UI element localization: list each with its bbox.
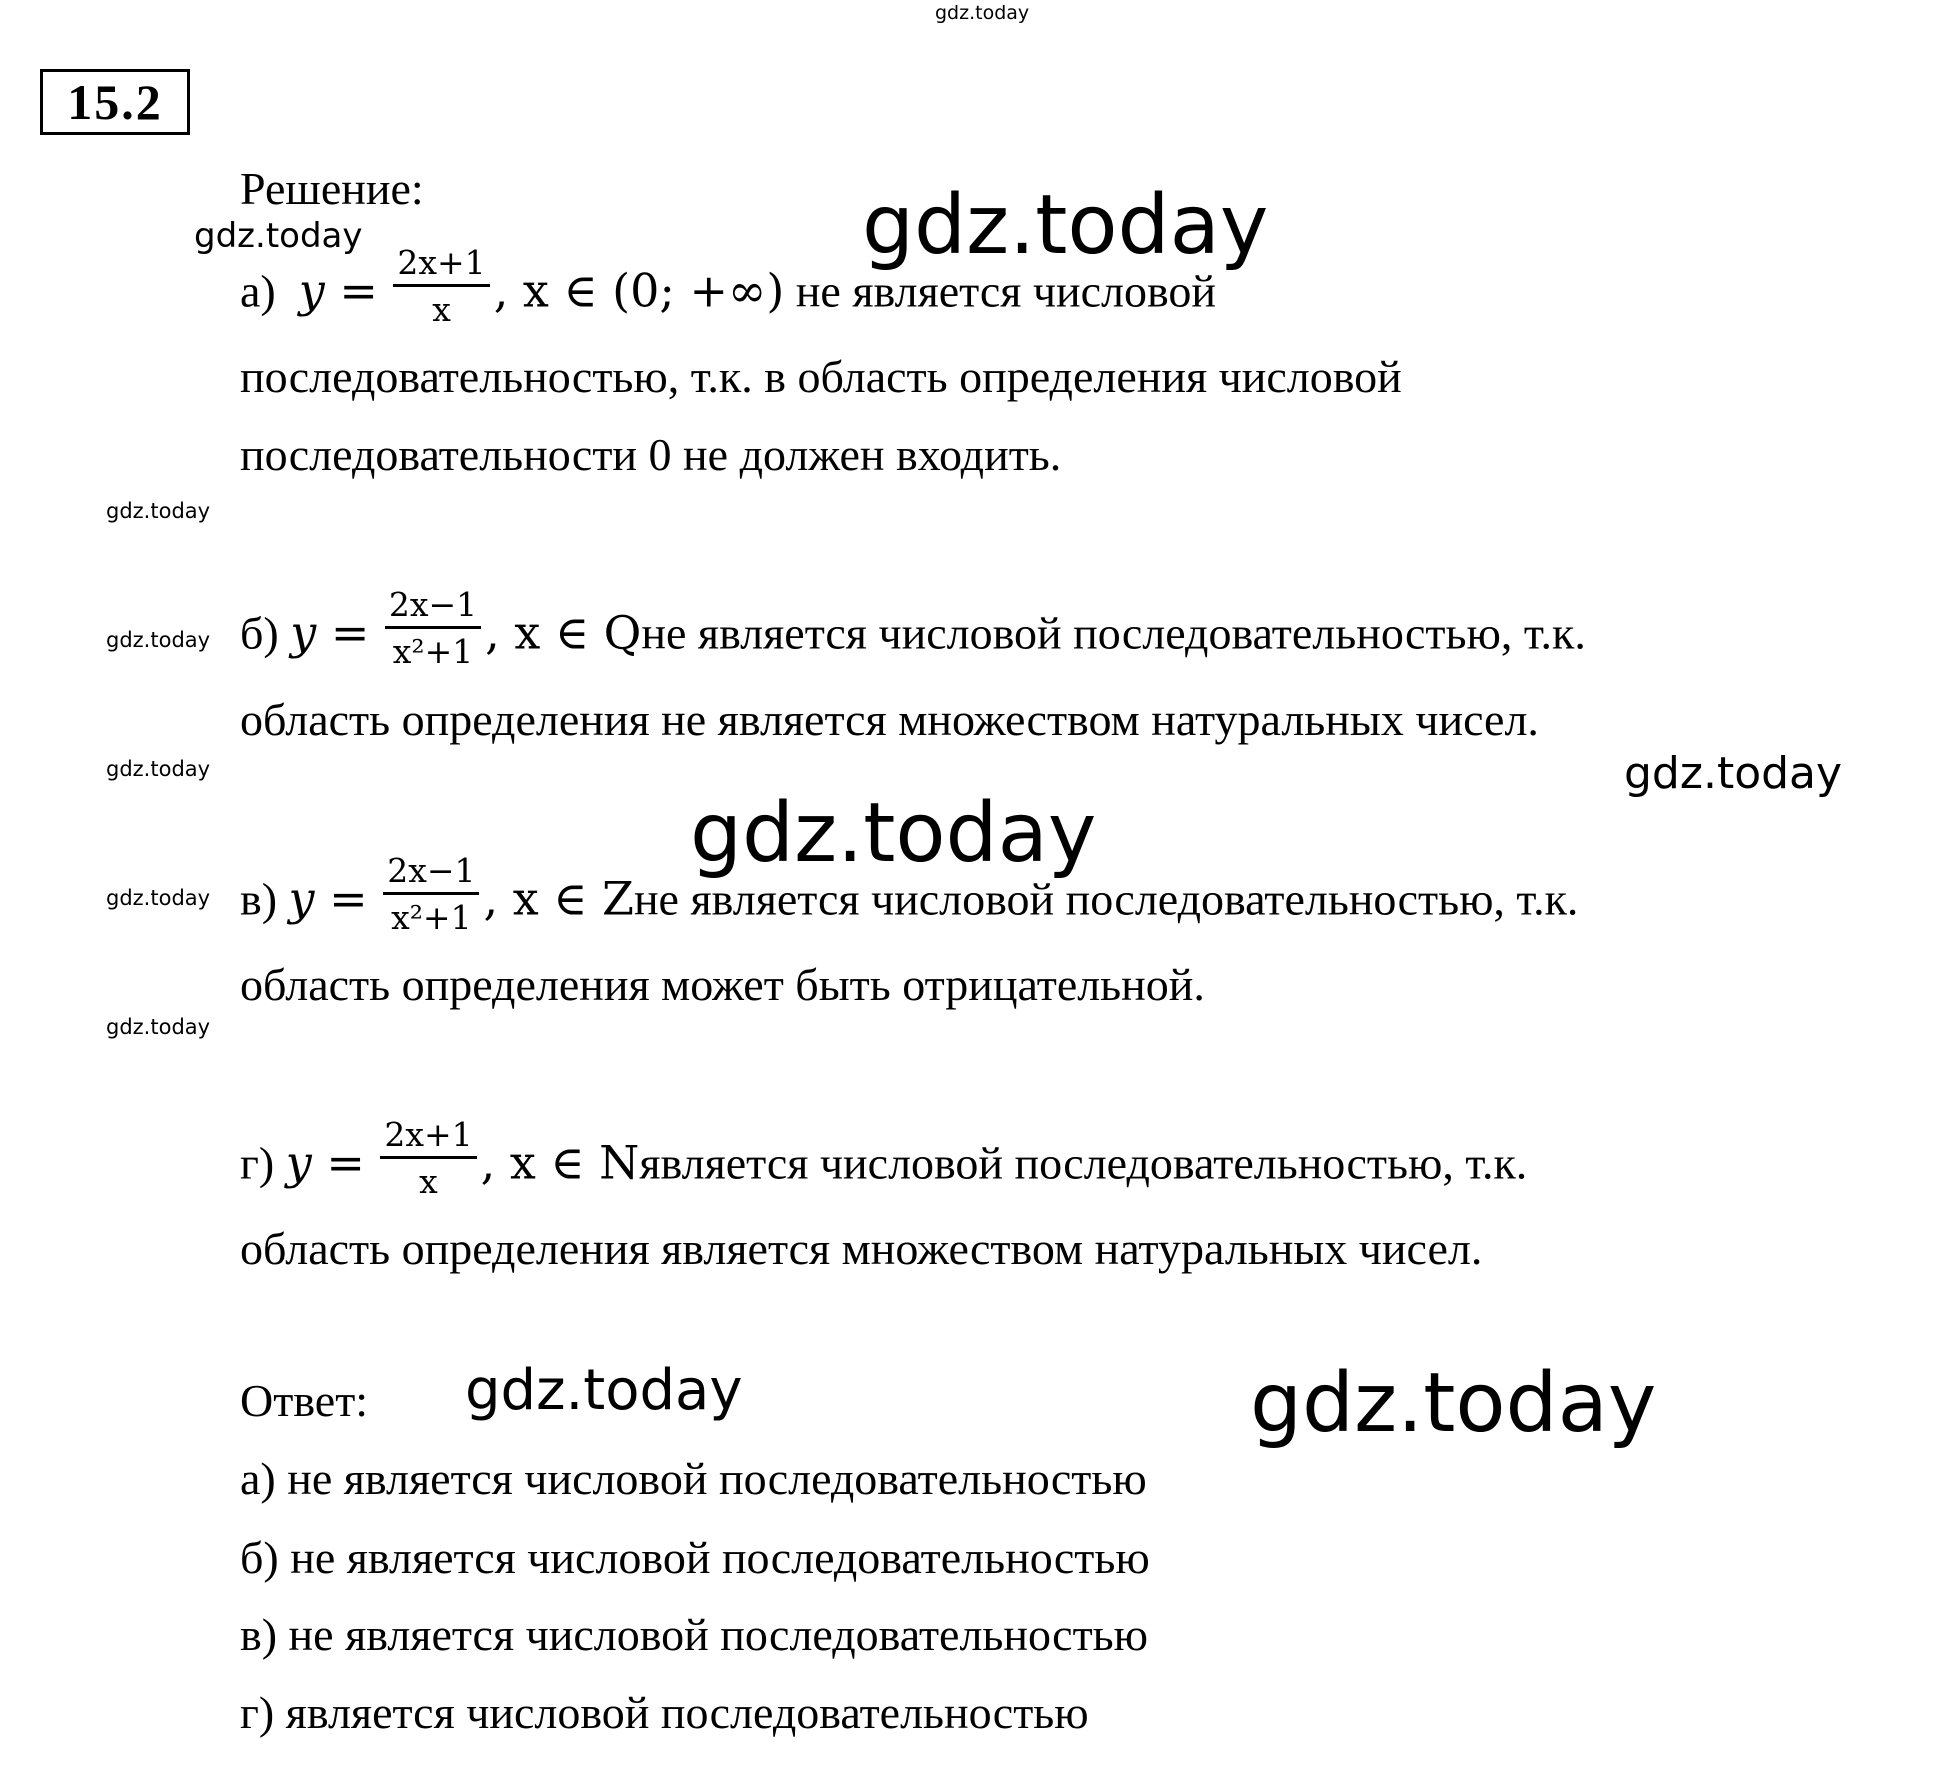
item-a-eq: = bbox=[339, 263, 378, 318]
item-b-numerator: 2x−1 bbox=[385, 588, 481, 629]
watermark-margin-4: gdz.today bbox=[106, 886, 211, 910]
item-b-text-1: не является числовой последовательностью, т.к. bbox=[641, 607, 1586, 659]
item-c-fraction bbox=[383, 851, 479, 937]
watermark-margin-2: gdz.today bbox=[106, 628, 211, 652]
watermark-large-1: gdz.today bbox=[862, 178, 1269, 273]
item-d-label: г) bbox=[240, 1137, 275, 1189]
item-d-fraction bbox=[380, 1115, 476, 1201]
item-c-numerator: 2x−1 bbox=[383, 854, 479, 895]
watermark-margin-5: gdz.today bbox=[106, 1015, 211, 1039]
item-d-line-1 bbox=[240, 1115, 1528, 1208]
answer-d: г) является числовой последовательностью bbox=[240, 1687, 1089, 1738]
solution-heading: Решение: bbox=[240, 163, 424, 214]
item-b-domain: , x ∈ Q bbox=[485, 605, 642, 660]
answer-b: б) не является числовой последовательностью bbox=[240, 1532, 1150, 1583]
item-d-numerator: 2x+1 bbox=[380, 1118, 476, 1159]
item-a-numerator: 2x+1 bbox=[393, 246, 489, 287]
item-d-line-2: область определения является множеством натуральных чисел. bbox=[240, 1223, 1483, 1274]
watermark-margin-1: gdz.today bbox=[106, 499, 211, 523]
item-b-label: б) bbox=[240, 607, 279, 659]
item-b-eq: = bbox=[330, 605, 370, 660]
item-a-line-2: последовательностью, т.к. в область определения числовой bbox=[240, 351, 1402, 402]
watermark-medium: gdz.today bbox=[465, 1358, 743, 1423]
watermark-right-1: gdz.today bbox=[1624, 748, 1843, 799]
answer-c: в) не является числовой последовательностью bbox=[240, 1609, 1149, 1660]
item-c-eq: = bbox=[329, 871, 368, 926]
answer-heading: Ответ: bbox=[240, 1375, 369, 1426]
item-a-label: а) bbox=[240, 265, 276, 317]
item-c-label: в) bbox=[240, 873, 278, 925]
item-a-denominator: x bbox=[432, 290, 451, 329]
watermark-large-2: gdz.today bbox=[690, 786, 1097, 881]
item-b-y: y bbox=[290, 605, 317, 660]
item-c-y: y bbox=[288, 871, 315, 926]
item-d-text-1: является числовой последовательностью, т.к. bbox=[639, 1137, 1528, 1189]
item-b-denominator: x²+1 bbox=[392, 632, 474, 671]
item-c-text-1: не является числовой последовательностью, т.к. bbox=[633, 873, 1579, 925]
item-c-denominator: x²+1 bbox=[391, 898, 472, 937]
watermark-small-1: gdz.today bbox=[194, 216, 363, 256]
watermark-top: gdz.today bbox=[935, 2, 1030, 24]
item-d-y: y bbox=[285, 1135, 312, 1190]
watermark-large-3: gdz.today bbox=[1250, 1356, 1657, 1451]
item-b-fraction bbox=[385, 585, 481, 671]
watermark-margin-3: gdz.today bbox=[106, 757, 211, 781]
item-b-line-1 bbox=[240, 585, 1586, 678]
problem-number: 15.2 bbox=[40, 69, 190, 135]
item-c-line-2: область определения может быть отрицательной. bbox=[240, 959, 1205, 1010]
item-a-domain: , x ∈ (0; +∞) bbox=[493, 263, 785, 318]
item-c-line-1 bbox=[240, 851, 1579, 944]
item-c-domain: , x ∈ Z bbox=[483, 871, 634, 926]
item-a-text-1: не является числовой bbox=[784, 265, 1217, 317]
item-a-y: y bbox=[298, 263, 325, 318]
answer-a: а) не является числовой последовательностью bbox=[240, 1453, 1147, 1504]
item-a-fraction bbox=[393, 243, 489, 329]
item-a-line-1 bbox=[240, 243, 1217, 336]
item-d-eq: = bbox=[326, 1135, 365, 1190]
item-d-domain: , x ∈ N bbox=[480, 1135, 640, 1190]
item-d-denominator: x bbox=[419, 1162, 438, 1201]
item-b-line-2: область определения не является множеством натуральных чисел. bbox=[240, 694, 1539, 745]
item-a-line-3: последовательности 0 не должен входить. bbox=[240, 429, 1062, 480]
